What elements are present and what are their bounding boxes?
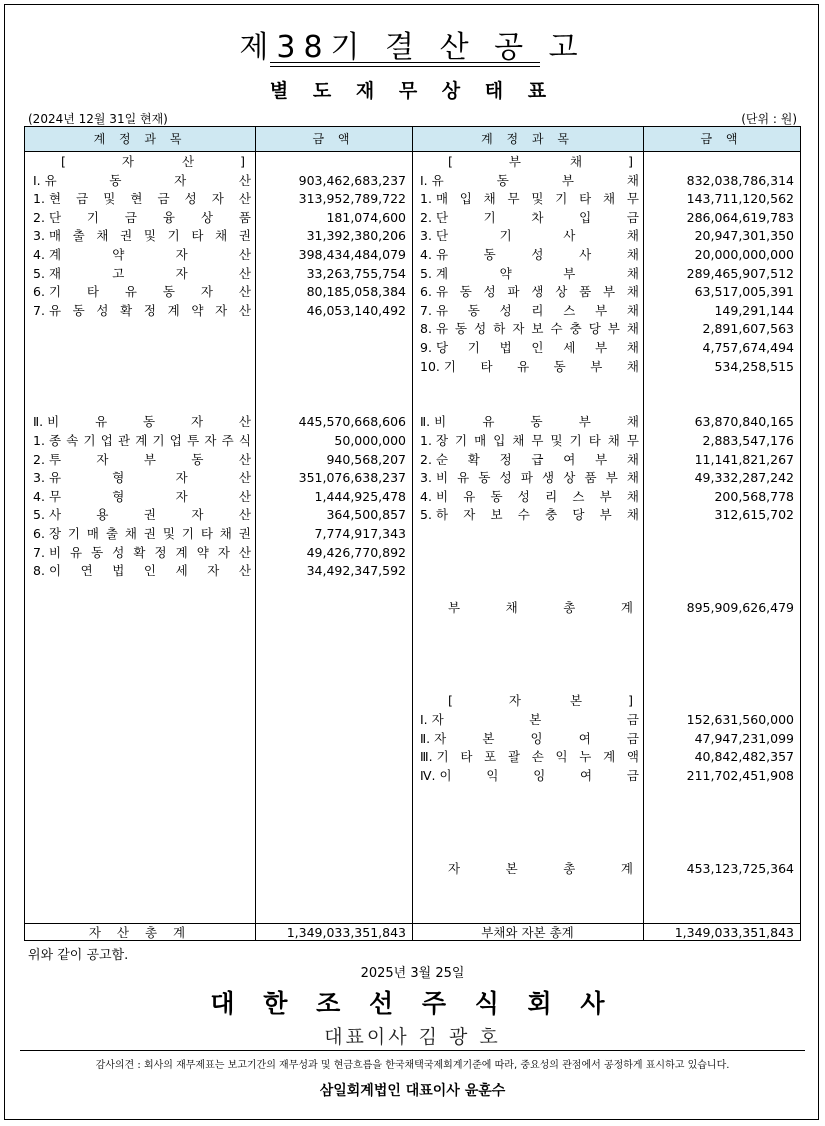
liabilities-row-label xyxy=(420,412,639,431)
liabilities-row-amount: 286,064,619,783 xyxy=(686,209,794,225)
liabilities-row-amount: 4,757,674,494 xyxy=(702,340,794,355)
assets-row-label xyxy=(33,524,251,543)
page-title: 제38기 결 산 공 고 xyxy=(239,30,586,65)
total-assets-amount: 1,349,033,351,843 xyxy=(286,925,406,940)
liabilities-row-number: 10. xyxy=(420,358,440,374)
assets-row-number: 4. xyxy=(33,247,45,262)
assets-row-account: 유 동 성 확 정 계 약 자 산 xyxy=(48,302,251,318)
ceo-name: 대표이사 김 광 호 xyxy=(324,1026,501,1048)
assets-row-amount: 364,500,857 xyxy=(326,507,406,523)
liabilities-row-label xyxy=(420,301,639,320)
liabilities-row-number: 3. xyxy=(420,470,432,486)
liabilities-row-account: 순 확 정 급 여 부 채 xyxy=(435,451,639,467)
liabilities-row-amount: 2,883,547,176 xyxy=(702,433,794,448)
assets-row-label xyxy=(33,561,251,580)
liabilities-row-amount: 534,258,515 xyxy=(714,358,794,374)
assets-row-account: 비 유 동 자 산 xyxy=(47,414,251,430)
assets-row-account: 유 동 자 산 xyxy=(44,172,251,188)
assets-row-account: 유 형 자 산 xyxy=(48,470,251,486)
assets-row-label xyxy=(33,245,251,264)
header-amount-right: 금 액 xyxy=(643,127,800,152)
liabilities-row-number: Ⅲ. xyxy=(420,749,433,765)
audit-opinion: 감사의견 : 회사의 재무제표는 보고기간의 재무성과 및 현금흐름을 한국채택국제회계기준에 따라, 중요성의 관점에서 공정하게 표시하고 있습니다. xyxy=(95,1060,730,1071)
liabilities-row-number: 3. xyxy=(420,228,432,244)
liabilities-row-label xyxy=(420,710,639,729)
liabilities-row-label xyxy=(420,208,639,227)
assets-row-bracket-close: ] xyxy=(240,154,245,169)
assets-row-label xyxy=(33,171,251,190)
liabilities-row-account: 비 유 동 부 채 xyxy=(434,414,639,430)
liabilities-row-account: 이 익 잉 여 금 xyxy=(439,767,639,783)
assets-row-number: 1. xyxy=(33,433,45,448)
liabilities-row-label xyxy=(420,338,639,357)
liabilities-row-account: 유 동 성 하 자 보 수 충 당 부 채 xyxy=(435,321,639,337)
liabilities-row-label xyxy=(420,226,639,245)
liabilities-row-label xyxy=(448,598,633,617)
liabilities-row-amount: 453,123,725,364 xyxy=(686,860,794,876)
liabilities-row-label xyxy=(420,357,639,376)
liabilities-row-number: 5. xyxy=(420,265,432,281)
assets-row-amount: 49,426,770,892 xyxy=(306,544,406,560)
assets-row-label xyxy=(33,543,251,562)
liabilities-row-amount: 152,631,560,000 xyxy=(686,712,794,727)
liabilities-row-account: 장 기 매 입 채 무 및 기 타 채 무 xyxy=(435,433,639,448)
assets-row-label xyxy=(33,431,251,450)
assets-row-number: 2. xyxy=(33,451,45,467)
assets-row-amount: 33,263,755,754 xyxy=(306,265,406,281)
assets-row-account: 사 용 권 자 산 xyxy=(48,507,251,523)
liabilities-row-number: 2. xyxy=(420,451,432,467)
liabilities-row-label xyxy=(420,468,639,487)
column-divider xyxy=(412,127,413,940)
liabilities-row-account: 자 본 잉 여 금 xyxy=(434,730,639,746)
assets-row-account: 이 연 법 인 세 자 산 xyxy=(48,563,251,579)
liabilities-row-account: 자 본 총 계 xyxy=(448,860,633,876)
liabilities-row-number: Ⅳ. xyxy=(420,767,436,783)
assets-row-account: 재 고 자 산 xyxy=(48,265,251,281)
assets-row-account: 무 형 자 산 xyxy=(48,488,251,504)
title-underline-2 xyxy=(270,66,540,67)
liabilities-row-account: 비 유 동 성 파 생 상 품 부 채 xyxy=(435,470,639,486)
liabilities-row-amount: 40,842,482,357 xyxy=(694,749,794,765)
assets-row-number: 3. xyxy=(33,228,45,244)
assets-row-amount: 46,053,140,492 xyxy=(306,302,406,318)
assets-row-label xyxy=(33,487,251,506)
liabilities-row-account: 단 기 사 채 xyxy=(435,228,639,244)
liabilities-row-account: 계 약 부 채 xyxy=(435,265,639,281)
liabilities-row-label xyxy=(448,152,633,171)
assets-row-number: 6. xyxy=(33,526,45,541)
assets-row-amount: 34,492,347,592 xyxy=(306,563,406,579)
liabilities-row-account: 하 자 보 수 충 당 부 채 xyxy=(435,507,639,523)
liabilities-row-bracket-close: ] xyxy=(628,154,633,169)
total-liab-equity-label: 부채와 자본 총계 xyxy=(481,925,574,940)
assets-row-number: [ xyxy=(61,154,66,169)
liabilities-row-amount: 200,568,778 xyxy=(714,488,794,504)
assets-row-account: 단 기 금 융 상 품 xyxy=(48,209,251,225)
liabilities-row-amount: 11,141,821,267 xyxy=(694,451,794,467)
assets-row-amount: 80,185,058,384 xyxy=(306,284,406,300)
assets-row-number: 7. xyxy=(33,302,45,318)
assets-row-amount: 903,462,683,237 xyxy=(298,172,406,188)
assets-row-account: 종 속 기 업 관 계 기 업 투 자 주 식 xyxy=(48,433,251,448)
assets-row-number: 6. xyxy=(33,284,45,300)
date-note: (2024년 12월 31일 현재) xyxy=(28,112,168,126)
liabilities-row-amount: 832,038,786,314 xyxy=(686,172,794,188)
assets-row-amount: 7,774,917,343 xyxy=(314,526,406,541)
header-account-left: 계 정 과 목 xyxy=(25,127,255,152)
assets-row-label xyxy=(33,189,251,208)
liabilities-row-account: 유 동 성 리 스 부 채 xyxy=(435,302,639,318)
header-amount-left: 금 액 xyxy=(255,127,412,152)
liabilities-row-account: 기 타 포 괄 손 익 누 계 액 xyxy=(436,749,639,765)
assets-row-amount: 50,000,000 xyxy=(334,433,406,448)
liabilities-row-number: 7. xyxy=(420,302,432,318)
liabilities-row-account: 부 채 xyxy=(508,154,583,169)
assets-row-label xyxy=(33,505,251,524)
footer-divider xyxy=(20,1050,805,1051)
assets-row-number: 5. xyxy=(33,265,45,281)
assets-row-number: 3. xyxy=(33,470,45,486)
assets-row-number: Ⅱ. xyxy=(33,414,44,430)
assets-row-label xyxy=(33,450,251,469)
liabilities-row-number: Ⅱ. xyxy=(420,730,431,746)
assets-row-label xyxy=(33,282,251,301)
assets-row-number: Ⅰ. xyxy=(33,172,41,188)
assets-row-label xyxy=(33,264,251,283)
liabilities-row-label xyxy=(420,487,639,506)
liabilities-row-account: 자 본 xyxy=(508,693,583,709)
liabilities-row-number: 6. xyxy=(420,284,432,300)
balance-sheet-table xyxy=(24,126,801,941)
assets-row-number: 4. xyxy=(33,488,45,504)
liabilities-row-label xyxy=(420,747,639,766)
assets-row-label xyxy=(61,152,245,171)
liabilities-row-label xyxy=(448,691,633,710)
liabilities-row-amount: 312,615,702 xyxy=(714,507,794,523)
liabilities-row-account: 매 입 채 무 및 기 타 채 무 xyxy=(435,191,639,207)
liabilities-row-label xyxy=(420,319,639,338)
liabilities-row-account: 자 본 금 xyxy=(431,712,639,727)
liabilities-row-amount: 47,947,231,099 xyxy=(694,730,794,746)
liabilities-row-label xyxy=(420,729,639,748)
assets-row-label xyxy=(33,226,251,245)
liabilities-row-account: 부 채 총 계 xyxy=(448,600,633,616)
assets-row-amount: 181,074,600 xyxy=(326,209,406,225)
liabilities-row-amount: 49,332,287,242 xyxy=(694,470,794,486)
assets-row-account: 기 타 유 동 자 산 xyxy=(48,284,251,300)
liabilities-row-amount: 143,711,120,562 xyxy=(686,191,794,207)
assets-row-amount: 313,952,789,722 xyxy=(298,191,406,207)
liabilities-row-label xyxy=(420,245,639,264)
title-underline xyxy=(270,62,540,63)
assets-row-number: 2. xyxy=(33,209,45,225)
liabilities-row-label xyxy=(420,766,639,785)
assets-row-number: 5. xyxy=(33,507,45,523)
liabilities-row-label xyxy=(420,171,639,190)
assets-row-number: 8. xyxy=(33,563,45,579)
liabilities-row-label xyxy=(420,282,639,301)
liabilities-row-number: 1. xyxy=(420,433,432,448)
liabilities-row-number: 4. xyxy=(420,488,432,504)
assets-row-label xyxy=(33,412,251,431)
statement-subtitle: 별 도 재 무 상 태 표 xyxy=(269,80,556,102)
assets-row-amount: 351,076,638,237 xyxy=(298,470,406,486)
liabilities-row-number: 2. xyxy=(420,209,432,225)
assets-row-amount: 1,444,925,478 xyxy=(314,488,406,504)
liabilities-row-account: 비 유 동 성 리 스 부 채 xyxy=(435,488,639,504)
assets-row-label xyxy=(33,301,251,320)
liabilities-row-account: 유 동 성 사 채 xyxy=(435,247,639,262)
liabilities-row-number: 5. xyxy=(420,507,432,523)
assets-row-amount: 940,568,207 xyxy=(326,451,406,467)
liabilities-row-amount: 63,870,840,165 xyxy=(694,414,794,430)
assets-row-account: 매 출 채 권 및 기 타 채 권 xyxy=(48,228,251,244)
liabilities-row-number: 4. xyxy=(420,247,432,262)
liabilities-row-amount: 20,000,000,000 xyxy=(694,247,794,262)
liabilities-row-label xyxy=(420,189,639,208)
liabilities-row-amount: 289,465,907,512 xyxy=(686,265,794,281)
liabilities-row-account: 유 동 성 파 생 상 품 부 채 xyxy=(435,284,639,300)
liabilities-row-number: 8. xyxy=(420,321,432,337)
liabilities-row-label xyxy=(420,450,639,469)
auditor-signature: 삼일회계법인 대표이사 윤훈수 xyxy=(319,1083,506,1099)
liabilities-row-number: [ xyxy=(448,154,453,169)
liabilities-row-number: 1. xyxy=(420,191,432,207)
liabilities-row-label xyxy=(448,859,633,878)
liabilities-row-amount: 63,517,005,391 xyxy=(694,284,794,300)
liabilities-row-label xyxy=(420,431,639,450)
assets-row-amount: 445,570,668,606 xyxy=(298,414,406,430)
assets-row-label xyxy=(33,208,251,227)
liabilities-row-amount: 895,909,626,479 xyxy=(686,600,794,616)
publication-date: 2025년 3월 25일 xyxy=(360,966,465,981)
liabilities-row-label xyxy=(420,264,639,283)
announcement: 위와 같이 공고함. xyxy=(28,948,129,963)
liabilities-row-number: Ⅰ. xyxy=(420,712,428,727)
liabilities-row-amount: 211,702,451,908 xyxy=(686,767,794,783)
assets-row-amount: 398,434,484,079 xyxy=(298,247,406,262)
assets-row-account: 계 약 자 산 xyxy=(48,247,251,262)
assets-row-number: 1. xyxy=(33,191,45,207)
liabilities-row-number: 9. xyxy=(420,340,432,355)
unit-note: (단위 : 원) xyxy=(741,112,797,126)
assets-row-label xyxy=(33,468,251,487)
header-account-right: 계 정 과 목 xyxy=(412,127,643,152)
assets-row-account: 비 유 동 성 확 정 계 약 자 산 xyxy=(48,544,251,560)
liabilities-row-account: 단 기 차 입 금 xyxy=(435,209,639,225)
assets-row-account: 투 자 부 동 산 xyxy=(48,451,251,467)
liabilities-row-amount: 20,947,301,350 xyxy=(694,228,794,244)
liabilities-row-bracket-close: ] xyxy=(628,693,633,709)
assets-row-account: 현 금 및 현 금 성 자 산 xyxy=(48,191,251,207)
assets-row-number: 7. xyxy=(33,544,45,560)
liabilities-row-number: [ xyxy=(448,693,453,709)
assets-row-amount: 31,392,380,206 xyxy=(306,228,406,244)
liabilities-row-number: Ⅰ. xyxy=(420,172,428,188)
liabilities-row-amount: 2,891,607,563 xyxy=(702,321,794,337)
assets-row-account: 장 기 매 출 채 권 및 기 타 채 권 xyxy=(48,526,251,541)
total-assets-label: 자 산 총 계 xyxy=(88,925,192,940)
liabilities-row-account: 기 타 유 동 부 채 xyxy=(443,358,639,374)
total-liab-equity-amount: 1,349,033,351,843 xyxy=(674,925,794,940)
liabilities-row-label xyxy=(420,505,639,524)
liabilities-row-amount: 149,291,144 xyxy=(714,302,794,318)
assets-row-account: 자 산 xyxy=(121,154,195,169)
liabilities-row-account: 당 기 법 인 세 부 채 xyxy=(435,340,639,355)
company-name: 대 한 조 선 주 식 회 사 xyxy=(210,989,615,1018)
liabilities-row-number: Ⅱ. xyxy=(420,414,431,430)
liabilities-row-account: 유 동 부 채 xyxy=(431,172,639,188)
